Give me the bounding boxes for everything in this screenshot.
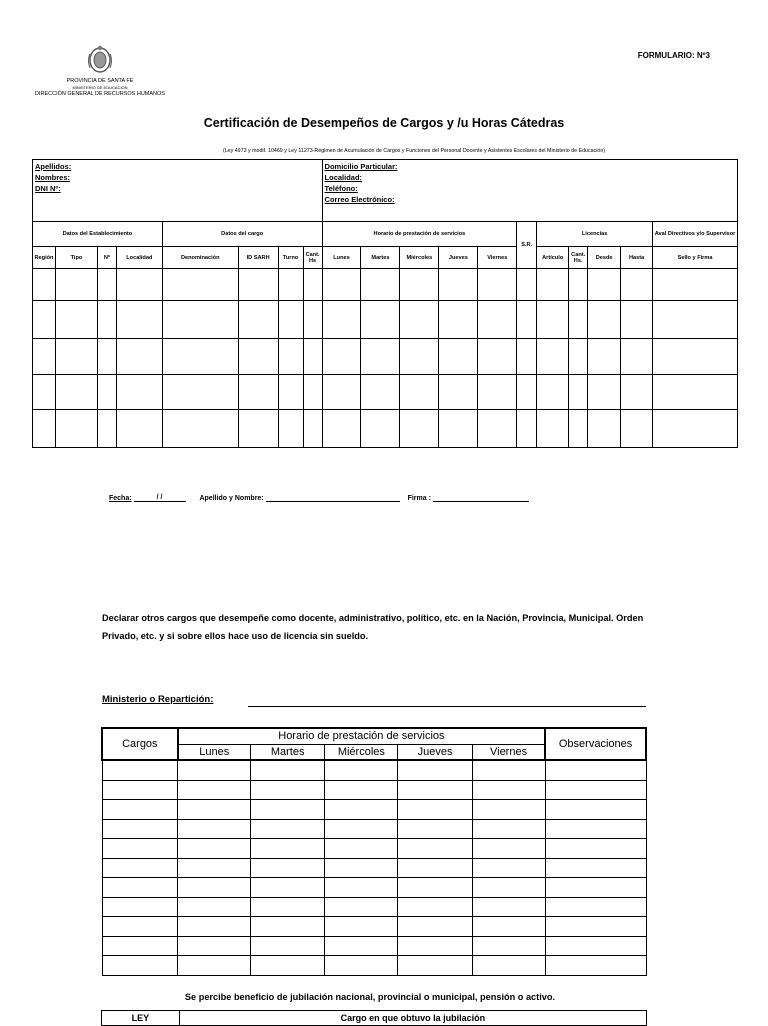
table-row [33,269,738,301]
table-cell[interactable] [361,301,400,339]
table-cell[interactable] [517,410,537,448]
table-cell[interactable] [621,375,653,410]
table-cell[interactable] [537,375,569,410]
table-cell[interactable] [250,878,325,898]
table-cell[interactable] [102,839,178,859]
table-cell[interactable] [55,375,97,410]
table-cell[interactable] [325,800,398,820]
law-note: (Ley 4973 y modif. 10469 y Ley 11273-Régimen de Acumulación de Cargos y Funciones del Personal Docente y Asistentes Escolares del Ministerio de Educación) [222,148,606,154]
table-cell[interactable] [545,839,646,859]
table-cell[interactable] [238,410,278,448]
table-cell[interactable] [545,800,646,820]
table-cell[interactable] [478,375,517,410]
table-cell[interactable] [478,339,517,375]
table-cell[interactable] [102,936,178,956]
table-cell[interactable] [472,897,545,917]
table-cell[interactable] [178,760,251,780]
table-cell[interactable] [325,760,398,780]
group-sr: S.R. [517,222,537,269]
table-cell[interactable] [472,936,545,956]
table-cell[interactable] [537,269,569,301]
table-cell[interactable] [398,858,473,878]
ministry-label: Ministerio o Repartición: [102,694,214,705]
col-jueves: Jueves [439,247,478,269]
table-cell[interactable] [97,269,116,301]
table-cell[interactable] [439,410,478,448]
table-cell[interactable] [322,301,361,339]
group-cargo: Datos del cargo [162,222,322,247]
personal-data-left [33,160,323,222]
table-cell[interactable] [250,780,325,800]
table-cell[interactable] [238,269,278,301]
table-cell[interactable] [398,819,473,839]
col-localidad: Localidad [116,247,162,269]
table-cell[interactable] [97,375,116,410]
table-cell[interactable] [303,269,322,301]
table-cell[interactable] [400,410,439,448]
table-cell[interactable] [250,760,325,780]
table-cell[interactable] [569,339,588,375]
table-cell[interactable] [238,301,278,339]
table-cell[interactable] [102,878,178,898]
table-cell[interactable] [162,301,238,339]
table-cell[interactable] [55,339,97,375]
table-cell[interactable] [250,800,325,820]
table-cell[interactable] [116,410,162,448]
table-cell[interactable] [102,897,178,917]
col-viernes: Viernes [478,247,517,269]
table-cell[interactable] [400,375,439,410]
table-cell[interactable] [439,301,478,339]
col-hasta: Hasta [621,247,653,269]
dni-label: DNI Nº: [35,184,61,193]
table-cell[interactable] [278,301,303,339]
table-cell[interactable] [325,936,398,956]
table-cell[interactable] [178,858,251,878]
table-cell[interactable] [322,375,361,410]
table-cell[interactable] [545,878,646,898]
org-ministry: MINISTERIO DE EDUCACIÓN [72,85,128,90]
group-horario: Horario de prestación de servicios [322,222,517,247]
table-cell[interactable] [517,301,537,339]
sched-day-martes: Martes [250,744,325,760]
table-cell[interactable] [55,410,97,448]
table-row [33,301,738,339]
table-cell[interactable] [545,819,646,839]
correo-label: Correo Electrónico: [324,195,395,204]
table-cell[interactable] [102,819,178,839]
table-cell[interactable] [97,410,116,448]
table-cell[interactable] [325,780,398,800]
table-cell[interactable] [537,410,569,448]
table-cell[interactable] [653,339,738,375]
apellido-nombre-label: Apellido y Nombre: [199,495,264,502]
firma-label: Firma : [407,495,431,502]
table-row [33,410,738,448]
telefono-label: Teléfono: [324,184,358,193]
table-cell[interactable] [325,917,398,937]
logo-block [30,44,170,98]
col-tipo: Tipo [55,247,97,269]
table-cell[interactable] [250,936,325,956]
table-cell[interactable] [278,410,303,448]
sched-day-jueves: Jueves [398,744,473,760]
table-cell[interactable] [569,410,588,448]
col-region: Región [33,247,56,269]
table-cell[interactable] [116,269,162,301]
table-row [102,839,646,859]
table-cell[interactable] [545,917,646,937]
table-cell[interactable] [653,269,738,301]
col-articulo: Artículo [537,247,569,269]
schedule-table [101,727,647,976]
table-cell[interactable] [102,780,178,800]
sched-day-viernes: Viernes [472,744,545,760]
group-licencias: Licencias [537,222,653,247]
table-cell[interactable] [102,760,178,780]
table-cell[interactable] [472,760,545,780]
table-cell[interactable] [398,800,473,820]
table-cell[interactable] [33,375,56,410]
table-row [102,878,646,898]
pension-note: Se percibe beneficio de jubilación nacional, provincial o municipal, pensión o activo. [184,992,556,1002]
table-cell[interactable] [398,878,473,898]
table-cell[interactable] [238,375,278,410]
table-cell[interactable] [102,800,178,820]
col-martes: Martes [361,247,400,269]
table-cell[interactable] [545,780,646,800]
nombres-label: Nombres: [35,173,71,182]
table-cell[interactable] [250,917,325,937]
table-cell[interactable] [398,936,473,956]
table-cell[interactable] [102,917,178,937]
table-cell[interactable] [621,301,653,339]
sched-day-lunes: Lunes [178,744,251,760]
form-number: FORMULARIO: Nº3 [637,51,710,60]
table-cell[interactable] [178,897,251,917]
table-cell[interactable] [361,410,400,448]
table-cell[interactable] [569,269,588,301]
table-cell[interactable] [361,269,400,301]
table-cell[interactable] [162,269,238,301]
table-cell[interactable] [250,819,325,839]
table-cell[interactable] [545,936,646,956]
province-crest-icon [85,44,115,76]
table-cell[interactable] [178,917,251,937]
apellidos-label: Apellidos: [35,162,72,171]
group-establecimiento: Datos del Establecimiento [33,222,163,247]
domicilio-label: Domicilio Particular: [324,162,398,171]
localidad-label: Localidad: [324,173,363,182]
table-cell[interactable] [178,839,251,859]
table-cell[interactable] [325,819,398,839]
table-cell[interactable] [325,878,398,898]
table-cell[interactable] [439,269,478,301]
table-cell[interactable] [178,819,251,839]
table-cell[interactable] [517,375,537,410]
table-cell[interactable] [517,269,537,301]
table-cell[interactable] [178,800,251,820]
table-cell[interactable] [478,301,517,339]
table-cell[interactable] [33,301,56,339]
group-aval: Aval Directivos y/o Supervisor [653,222,738,247]
table-cell[interactable] [653,301,738,339]
table-cell[interactable] [569,375,588,410]
table-cell[interactable] [278,375,303,410]
table-cell[interactable] [588,375,621,410]
table-cell[interactable] [569,301,588,339]
table-cell[interactable] [162,410,238,448]
col-lic-cant-hs: Cant. Hs. [569,247,588,269]
table-row [102,819,646,839]
table-cell[interactable] [322,339,361,375]
table-cell[interactable] [250,858,325,878]
table-cell[interactable] [303,410,322,448]
col-cant-hs: Cant. Hs [303,247,322,269]
table-cell[interactable] [162,375,238,410]
table-row [102,936,646,956]
table-cell[interactable] [517,339,537,375]
table-cell[interactable] [478,410,517,448]
table-cell[interactable] [116,301,162,339]
ministry-field[interactable] [248,706,646,707]
table-cell[interactable] [398,897,473,917]
table-cell[interactable] [325,956,398,976]
document-title: Certificación de Desempeños de Cargos y /u Horas Cátedras [203,116,565,130]
fecha-field[interactable]: / / [134,494,186,502]
table-cell[interactable] [398,956,473,976]
sched-observaciones-header: Observaciones [545,728,646,760]
table-cell[interactable] [55,301,97,339]
ministry-row [102,694,213,705]
table-cell[interactable] [55,269,97,301]
table-cell[interactable] [116,339,162,375]
table-cell[interactable] [537,301,569,339]
table-cell[interactable] [472,800,545,820]
table-cell[interactable] [325,839,398,859]
table-cell[interactable] [653,410,738,448]
table-row [33,339,738,375]
table-cell[interactable] [178,780,251,800]
firma-field[interactable] [433,492,529,502]
table-cell[interactable] [238,339,278,375]
certification-table [32,159,738,448]
col-sello: Sello y Firma [653,247,738,269]
table-row [102,897,646,917]
sched-horario-header: Horario de prestación de servicios [178,728,545,744]
table-cell[interactable] [478,269,517,301]
table-cell[interactable] [250,839,325,859]
table-cell[interactable] [398,839,473,859]
table-cell[interactable] [588,301,621,339]
table-cell[interactable] [322,410,361,448]
table-cell[interactable] [33,339,56,375]
col-id-sarh: ID SARH [238,247,278,269]
sched-day-miercoles: Miércoles [325,744,398,760]
table-row [33,375,738,410]
table-cell[interactable] [588,410,621,448]
table-cell[interactable] [250,956,325,976]
table-cell[interactable] [102,858,178,878]
table-cell[interactable] [472,917,545,937]
table-cell[interactable] [400,339,439,375]
table-cell[interactable] [400,301,439,339]
col-desde: Desde [588,247,621,269]
table-cell[interactable] [361,339,400,375]
org-province: PROVINCIA DE SANTA FE [66,78,134,84]
table-cell[interactable] [545,858,646,878]
apellido-nombre-field[interactable] [266,492,400,502]
table-cell[interactable] [322,269,361,301]
table-cell[interactable] [303,375,322,410]
table-cell[interactable] [545,760,646,780]
table-cell[interactable] [361,375,400,410]
table-cell[interactable] [178,878,251,898]
table-cell[interactable] [33,410,56,448]
table-cell[interactable] [588,339,621,375]
table-cell[interactable] [472,839,545,859]
table-cell[interactable] [400,269,439,301]
col-miercoles: Miércoles [400,247,439,269]
personal-data-right [322,160,737,222]
table-cell[interactable] [278,339,303,375]
table-cell[interactable] [178,956,251,976]
signature-line [109,492,529,502]
pension-cargo-header: Cargo en que obtuvo la jubilación [179,1011,646,1026]
table-cell[interactable] [303,301,322,339]
table-cell[interactable] [472,878,545,898]
table-cell[interactable] [472,819,545,839]
org-directorate: DIRECCIÓN GENERAL DE RECURSOS HUMANOS [35,91,165,97]
table-cell[interactable] [97,301,116,339]
table-cell[interactable] [472,858,545,878]
table-row [102,917,646,937]
table-cell[interactable] [545,956,646,976]
col-lunes: Lunes [322,247,361,269]
table-cell[interactable] [33,269,56,301]
table-cell[interactable] [545,897,646,917]
table-cell[interactable] [398,780,473,800]
table-cell[interactable] [398,917,473,937]
col-numero: Nº [97,247,116,269]
declaration-text: Declarar otros cargos que desempeñe como docente, administrativo, político, etc. en la Nación, Provincia, Municipal. Orden Privado, etc. y si sobre ellos hace uso de licencia sin sueldo. [102,613,644,641]
table-cell[interactable] [472,780,545,800]
table-row [102,800,646,820]
table-cell[interactable] [439,375,478,410]
table-cell[interactable] [278,269,303,301]
table-cell[interactable] [621,410,653,448]
col-denominacion: Denominación [162,247,238,269]
table-cell[interactable] [325,897,398,917]
table-row [102,858,646,878]
table-cell[interactable] [398,760,473,780]
table-cell[interactable] [116,375,162,410]
table-cell[interactable] [303,339,322,375]
table-cell[interactable] [653,375,738,410]
table-row [102,956,646,976]
table-cell[interactable] [250,897,325,917]
table-cell[interactable] [588,269,621,301]
table-cell[interactable] [621,339,653,375]
table-cell[interactable] [97,339,116,375]
table-cell[interactable] [178,936,251,956]
table-row [102,760,646,780]
table-cell[interactable] [325,858,398,878]
table-row [102,780,646,800]
table-cell[interactable] [537,339,569,375]
table-cell[interactable] [439,339,478,375]
fecha-label: Fecha: [109,495,132,502]
table-cell[interactable] [621,269,653,301]
pension-ley-header: LEY [102,1011,180,1026]
col-turno: Turno [278,247,303,269]
table-cell[interactable] [472,956,545,976]
sched-cargos-header: Cargos [102,728,178,760]
table-cell[interactable] [162,339,238,375]
table-cell[interactable] [102,956,178,976]
